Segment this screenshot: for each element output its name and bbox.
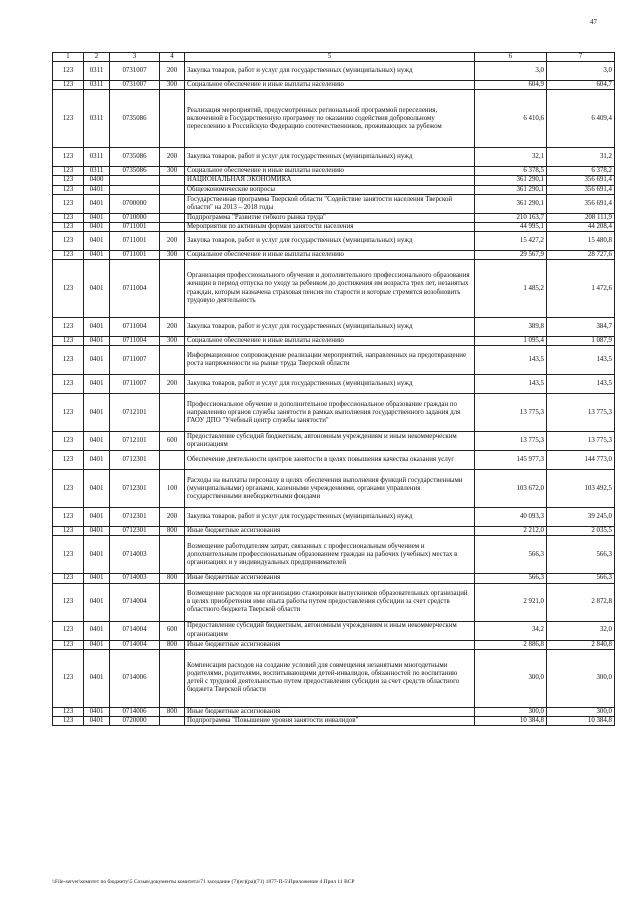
admin-code-cell: 123 bbox=[53, 194, 84, 213]
section-code-cell: 0401 bbox=[84, 649, 110, 707]
table-row bbox=[53, 176, 615, 185]
amount-executed-cell: 13 775,3 bbox=[547, 394, 615, 432]
admin-code-cell: 123 bbox=[53, 148, 84, 167]
section-code-cell: 0401 bbox=[84, 621, 110, 640]
table-row bbox=[53, 649, 615, 707]
amount-executed-cell: 28 727,6 bbox=[547, 250, 615, 259]
admin-code-cell: 123 bbox=[53, 583, 84, 621]
amount-executed-cell: 31,2 bbox=[547, 148, 615, 167]
column-header: 3 bbox=[110, 53, 160, 62]
table-row bbox=[53, 231, 615, 250]
target-article-cell: 0712101 bbox=[110, 432, 160, 451]
description-cell: Закупка товаров, работ и услуг для государственных (муниципальных) нужд bbox=[185, 508, 475, 527]
target-article-cell: 0711004 bbox=[110, 337, 160, 346]
expense-type-cell: 200 bbox=[160, 231, 185, 250]
amount-executed-cell: 2 872,8 bbox=[547, 583, 615, 621]
section-code-cell: 0311 bbox=[84, 62, 110, 81]
target-article-cell: 0712301 bbox=[110, 470, 160, 508]
amount-executed-cell: 566,3 bbox=[547, 574, 615, 583]
expense-type-cell bbox=[160, 194, 185, 213]
amount-planned-cell: 103 672,0 bbox=[475, 470, 547, 508]
file-path-footer: \\File-server\комитет по бюджету\5 Созыв\документы комитета\71 заседание (7)(ег)(ра)(71) 1877-П-5\Приложение 4 Прил 11 ВСР bbox=[52, 879, 355, 885]
target-article-cell: 0735086 bbox=[110, 167, 160, 176]
admin-code-cell: 123 bbox=[53, 222, 84, 231]
section-code-cell: 0401 bbox=[84, 716, 110, 725]
expense-type-cell bbox=[160, 90, 185, 148]
description-cell: Иные бюджетные ассигнования bbox=[185, 574, 475, 583]
admin-code-cell: 123 bbox=[53, 649, 84, 707]
amount-executed-cell: 356 691,4 bbox=[547, 194, 615, 213]
amount-executed-cell: 103 492,5 bbox=[547, 470, 615, 508]
target-article-cell: 0714004 bbox=[110, 621, 160, 640]
amount-planned-cell: 210 163,7 bbox=[475, 213, 547, 222]
description-cell: Обеспечение деятельности центров занятости в целях повышения качества оказания услуг bbox=[185, 451, 475, 470]
amount-planned-cell: 6 378,5 bbox=[475, 167, 547, 176]
target-article-cell: 0711004 bbox=[110, 260, 160, 318]
description-cell: Иные бюджетные ассигнования bbox=[185, 640, 475, 649]
target-article-cell: 0735086 bbox=[110, 148, 160, 167]
table-row bbox=[53, 250, 615, 259]
expense-type-cell bbox=[160, 716, 185, 725]
table-row bbox=[53, 451, 615, 470]
target-article-cell: 0712301 bbox=[110, 508, 160, 527]
target-article-cell: 0700000 bbox=[110, 194, 160, 213]
amount-executed-cell: 566,3 bbox=[547, 536, 615, 574]
admin-code-cell: 123 bbox=[53, 640, 84, 649]
table-row bbox=[53, 583, 615, 621]
description-cell: Возмещение работодателям затрат, связанных с профессиональным обучением и дополнительным профессиональным образованием граждан на рабочих (учебных) местах в организациях и у индивидуальных предпринимателей bbox=[185, 536, 475, 574]
amount-executed-cell: 356 691,4 bbox=[547, 185, 615, 194]
target-article-cell: 0711001 bbox=[110, 250, 160, 259]
expense-type-cell: 600 bbox=[160, 621, 185, 640]
amount-executed-cell: 39 245,0 bbox=[547, 508, 615, 527]
amount-planned-cell: 44 995,1 bbox=[475, 222, 547, 231]
description-cell: НАЦИОНАЛЬНАЯ ЭКОНОМИКА bbox=[185, 176, 475, 185]
description-cell: Иные бюджетные ассигнования bbox=[185, 527, 475, 536]
description-cell: Предоставление субсидий бюджетным, автономным учреждениям и иным некоммерческим организациям bbox=[185, 621, 475, 640]
admin-code-cell: 123 bbox=[53, 375, 84, 394]
section-code-cell: 0401 bbox=[84, 231, 110, 250]
description-cell: Подпрограмма "Повышение уровня занятости инвалидов" bbox=[185, 716, 475, 725]
expense-type-cell: 100 bbox=[160, 470, 185, 508]
amount-planned-cell: 6 410,6 bbox=[475, 90, 547, 148]
admin-code-cell: 123 bbox=[53, 231, 84, 250]
column-header: 5 bbox=[185, 53, 475, 62]
table-row bbox=[53, 394, 615, 432]
description-cell: Закупка товаров, работ и услуг для государственных (муниципальных) нужд bbox=[185, 231, 475, 250]
section-code-cell: 0401 bbox=[84, 375, 110, 394]
section-code-cell: 0401 bbox=[84, 194, 110, 213]
table-row bbox=[53, 185, 615, 194]
description-cell: Закупка товаров, работ и услуг для государственных (муниципальных) нужд bbox=[185, 318, 475, 337]
amount-executed-cell: 143,5 bbox=[547, 346, 615, 375]
amount-executed-cell: 32,0 bbox=[547, 621, 615, 640]
admin-code-cell: 123 bbox=[53, 176, 84, 185]
amount-executed-cell: 2 840,8 bbox=[547, 640, 615, 649]
section-code-cell: 0401 bbox=[84, 583, 110, 621]
target-article-cell: 0714006 bbox=[110, 649, 160, 707]
amount-planned-cell: 3,0 bbox=[475, 62, 547, 81]
amount-planned-cell: 1 095,4 bbox=[475, 337, 547, 346]
admin-code-cell: 123 bbox=[53, 470, 84, 508]
table-row bbox=[53, 337, 615, 346]
description-cell: Расходы на выплаты персоналу в целях обеспечения выполнения функций государственными (муниципальными) органами, казенными учреждениями, органами управления государственными внебюджетными фондами bbox=[185, 470, 475, 508]
amount-planned-cell: 34,2 bbox=[475, 621, 547, 640]
section-code-cell: 0401 bbox=[84, 337, 110, 346]
column-header: 2 bbox=[84, 53, 110, 62]
admin-code-cell: 123 bbox=[53, 716, 84, 725]
expense-type-cell: 300 bbox=[160, 337, 185, 346]
amount-planned-cell: 361 290,1 bbox=[475, 176, 547, 185]
expense-type-cell: 300 bbox=[160, 167, 185, 176]
amount-planned-cell: 143,5 bbox=[475, 375, 547, 394]
section-code-cell: 0311 bbox=[84, 90, 110, 148]
description-cell: Социальное обеспечение и иные выплаты населению bbox=[185, 250, 475, 259]
amount-planned-cell: 13 775,3 bbox=[475, 394, 547, 432]
amount-planned-cell: 2 921,0 bbox=[475, 583, 547, 621]
amount-executed-cell: 208 111,9 bbox=[547, 213, 615, 222]
column-header: 6 bbox=[475, 53, 547, 62]
section-code-cell: 0401 bbox=[84, 536, 110, 574]
table-row bbox=[53, 470, 615, 508]
table-row bbox=[53, 536, 615, 574]
section-code-cell: 0401 bbox=[84, 394, 110, 432]
admin-code-cell: 123 bbox=[53, 90, 84, 148]
admin-code-cell: 123 bbox=[53, 346, 84, 375]
amount-executed-cell: 6 409,4 bbox=[547, 90, 615, 148]
section-code-cell: 0401 bbox=[84, 527, 110, 536]
table-row bbox=[53, 62, 615, 81]
table-row bbox=[53, 527, 615, 536]
description-cell: Государственная программа Тверской области "Содействие занятости населения Тверской области" на 2013 – 2018 годы bbox=[185, 194, 475, 213]
section-code-cell: 0400 bbox=[84, 176, 110, 185]
amount-planned-cell: 389,8 bbox=[475, 318, 547, 337]
target-article-cell: 0714003 bbox=[110, 536, 160, 574]
expense-type-cell bbox=[160, 176, 185, 185]
description-cell: Возмещение расходов на организацию стажировки выпускников образовательных организаций в целях приобретения ими опыта работы путем предоставления субсидии за счет средств областного бюджета Тверской области bbox=[185, 583, 475, 621]
admin-code-cell: 123 bbox=[53, 213, 84, 222]
section-code-cell: 0311 bbox=[84, 148, 110, 167]
expense-type-cell: 800 bbox=[160, 640, 185, 649]
amount-planned-cell: 300,0 bbox=[475, 649, 547, 707]
section-code-cell: 0401 bbox=[84, 432, 110, 451]
section-code-cell: 0401 bbox=[84, 707, 110, 716]
description-cell: Закупка товаров, работ и услуг для государственных (муниципальных) нужд bbox=[185, 375, 475, 394]
target-article-cell: 0711001 bbox=[110, 231, 160, 250]
amount-executed-cell: 15 480,8 bbox=[547, 231, 615, 250]
section-code-cell: 0311 bbox=[84, 167, 110, 176]
amount-planned-cell: 566,3 bbox=[475, 574, 547, 583]
target-article-cell: 0720000 bbox=[110, 716, 160, 725]
expense-type-cell bbox=[160, 222, 185, 231]
section-code-cell: 0401 bbox=[84, 451, 110, 470]
table-body bbox=[53, 62, 615, 726]
target-article-cell: 0711004 bbox=[110, 318, 160, 337]
description-cell: Социальное обеспечение и иные выплаты населению bbox=[185, 81, 475, 90]
description-cell: Общеэкономические вопросы bbox=[185, 185, 475, 194]
section-code-cell: 0401 bbox=[84, 470, 110, 508]
section-code-cell: 0401 bbox=[84, 250, 110, 259]
expense-type-cell bbox=[160, 536, 185, 574]
expense-type-cell: 600 bbox=[160, 432, 185, 451]
amount-executed-cell: 44 208,4 bbox=[547, 222, 615, 231]
expense-type-cell bbox=[160, 583, 185, 621]
admin-code-cell: 123 bbox=[53, 167, 84, 176]
admin-code-cell: 123 bbox=[53, 62, 84, 81]
amount-executed-cell: 300,0 bbox=[547, 649, 615, 707]
description-cell: Реализация мероприятий, предусмотренных региональной программой переселения, включенной в Государственную программу по оказанию содействия добровольному переселению в Российскую Федерацию соотечественников, проживающих за рубежом bbox=[185, 90, 475, 148]
amount-planned-cell: 361 290,1 bbox=[475, 185, 547, 194]
table-row bbox=[53, 81, 615, 90]
expense-type-cell bbox=[160, 185, 185, 194]
amount-executed-cell: 1 087,9 bbox=[547, 337, 615, 346]
description-cell: Подпрограмма "Развитие гибкого рынка труда" bbox=[185, 213, 475, 222]
table-row bbox=[53, 260, 615, 318]
admin-code-cell: 123 bbox=[53, 337, 84, 346]
table-row bbox=[53, 508, 615, 527]
description-cell: Закупка товаров, работ и услуг для государственных (муниципальных) нужд bbox=[185, 148, 475, 167]
admin-code-cell: 123 bbox=[53, 394, 84, 432]
amount-executed-cell: 384,7 bbox=[547, 318, 615, 337]
table-row bbox=[53, 707, 615, 716]
table-row bbox=[53, 432, 615, 451]
table-row bbox=[53, 222, 615, 231]
expense-type-cell bbox=[160, 213, 185, 222]
amount-planned-cell: 143,5 bbox=[475, 346, 547, 375]
amount-planned-cell: 32,1 bbox=[475, 148, 547, 167]
expense-type-cell bbox=[160, 394, 185, 432]
expense-type-cell: 300 bbox=[160, 250, 185, 259]
target-article-cell: 0714003 bbox=[110, 574, 160, 583]
table-row bbox=[53, 346, 615, 375]
admin-code-cell: 123 bbox=[53, 508, 84, 527]
expense-type-cell bbox=[160, 451, 185, 470]
target-article-cell: 0731007 bbox=[110, 81, 160, 90]
amount-executed-cell: 300,0 bbox=[547, 707, 615, 716]
section-code-cell: 0401 bbox=[84, 222, 110, 231]
table-row bbox=[53, 167, 615, 176]
section-code-cell: 0401 bbox=[84, 640, 110, 649]
budget-table bbox=[52, 52, 615, 726]
admin-code-cell: 123 bbox=[53, 527, 84, 536]
table-row bbox=[53, 621, 615, 640]
column-header: 1 bbox=[53, 53, 84, 62]
expense-type-cell bbox=[160, 649, 185, 707]
section-code-cell: 0401 bbox=[84, 574, 110, 583]
target-article-cell bbox=[110, 185, 160, 194]
table-row bbox=[53, 148, 615, 167]
admin-code-cell: 123 bbox=[53, 432, 84, 451]
expense-type-cell bbox=[160, 260, 185, 318]
description-cell: Профессиональное обучение и дополнительное профессиональное образование граждан по направлению органов службы занятости в рамках выполнения государственного задания для ГАОУ ДПО "Учебный центр службы занятости" bbox=[185, 394, 475, 432]
amount-planned-cell: 566,3 bbox=[475, 536, 547, 574]
amount-executed-cell: 1 472,6 bbox=[547, 260, 615, 318]
target-article-cell: 0714006 bbox=[110, 707, 160, 716]
amount-executed-cell: 10 384,8 bbox=[547, 716, 615, 725]
target-article-cell: 0711007 bbox=[110, 375, 160, 394]
expense-type-cell: 800 bbox=[160, 527, 185, 536]
table-row bbox=[53, 318, 615, 337]
section-code-cell: 0401 bbox=[84, 213, 110, 222]
expense-type-cell: 800 bbox=[160, 574, 185, 583]
table-row bbox=[53, 375, 615, 394]
section-code-cell: 0401 bbox=[84, 185, 110, 194]
table-row bbox=[53, 716, 615, 725]
target-article-cell: 0714004 bbox=[110, 583, 160, 621]
section-code-cell: 0401 bbox=[84, 346, 110, 375]
target-article-cell: 0712101 bbox=[110, 394, 160, 432]
admin-code-cell: 123 bbox=[53, 81, 84, 90]
target-article-cell: 0735086 bbox=[110, 90, 160, 148]
target-article-cell: 0712301 bbox=[110, 527, 160, 536]
description-cell: Социальное обеспечение и иные выплаты населению bbox=[185, 167, 475, 176]
amount-planned-cell: 145 977,3 bbox=[475, 451, 547, 470]
admin-code-cell: 123 bbox=[53, 621, 84, 640]
admin-code-cell: 123 bbox=[53, 451, 84, 470]
table-row bbox=[53, 213, 615, 222]
target-article-cell: 0710000 bbox=[110, 213, 160, 222]
table-row bbox=[53, 574, 615, 583]
amount-planned-cell: 604,9 bbox=[475, 81, 547, 90]
expense-type-cell bbox=[160, 346, 185, 375]
amount-planned-cell: 10 384,8 bbox=[475, 716, 547, 725]
amount-planned-cell: 300,0 bbox=[475, 707, 547, 716]
table-header-row bbox=[53, 53, 615, 62]
table-row bbox=[53, 640, 615, 649]
amount-planned-cell: 15 427,2 bbox=[475, 231, 547, 250]
column-header: 7 bbox=[547, 53, 615, 62]
amount-executed-cell: 143,5 bbox=[547, 375, 615, 394]
expense-type-cell: 200 bbox=[160, 148, 185, 167]
target-article-cell: 0731007 bbox=[110, 62, 160, 81]
target-article-cell: 0714004 bbox=[110, 640, 160, 649]
expense-type-cell: 200 bbox=[160, 62, 185, 81]
description-cell: Информационное сопровождение реализации мероприятий, направленных на предотвращение роста напряженности на рынке труда Тверской области bbox=[185, 346, 475, 375]
admin-code-cell: 123 bbox=[53, 250, 84, 259]
admin-code-cell: 123 bbox=[53, 707, 84, 716]
table-row bbox=[53, 90, 615, 148]
amount-planned-cell: 29 567,9 bbox=[475, 250, 547, 259]
amount-executed-cell: 356 691,4 bbox=[547, 176, 615, 185]
amount-executed-cell: 13 775,3 bbox=[547, 432, 615, 451]
description-cell: Организация профессионального обучения и дополнительного профессионального образования женщин в период отпуска по уходу за ребенком до достижения им возраста трех лет, незанятых граждан, которым назначена страховая пенсия по старости и которые стремятся возобновить трудовую деятельность bbox=[185, 260, 475, 318]
table-row bbox=[53, 194, 615, 213]
section-code-cell: 0401 bbox=[84, 260, 110, 318]
target-article-cell bbox=[110, 176, 160, 185]
description-cell: Социальное обеспечение и иные выплаты населению bbox=[185, 337, 475, 346]
expense-type-cell: 200 bbox=[160, 375, 185, 394]
section-code-cell: 0401 bbox=[84, 318, 110, 337]
description-cell: Предоставление субсидий бюджетным, автономным учреждениям и иным некоммерческим организациям bbox=[185, 432, 475, 451]
amount-executed-cell: 144 773,0 bbox=[547, 451, 615, 470]
description-cell: Закупка товаров, работ и услуг для государственных (муниципальных) нужд bbox=[185, 62, 475, 81]
admin-code-cell: 123 bbox=[53, 536, 84, 574]
admin-code-cell: 123 bbox=[53, 574, 84, 583]
amount-planned-cell: 2 886,8 bbox=[475, 640, 547, 649]
amount-planned-cell: 13 775,3 bbox=[475, 432, 547, 451]
description-cell: Мероприятия по активным формам занятости населения bbox=[185, 222, 475, 231]
amount-planned-cell: 1 485,2 bbox=[475, 260, 547, 318]
target-article-cell: 0711007 bbox=[110, 346, 160, 375]
amount-executed-cell: 3,0 bbox=[547, 62, 615, 81]
amount-planned-cell: 2 212,0 bbox=[475, 527, 547, 536]
amount-planned-cell: 361 290,1 bbox=[475, 194, 547, 213]
column-header: 4 bbox=[160, 53, 185, 62]
section-code-cell: 0311 bbox=[84, 81, 110, 90]
page-number: 47 bbox=[590, 18, 597, 26]
amount-executed-cell: 2 035,5 bbox=[547, 527, 615, 536]
expense-type-cell: 200 bbox=[160, 508, 185, 527]
amount-executed-cell: 6 378,2 bbox=[547, 167, 615, 176]
admin-code-cell: 123 bbox=[53, 185, 84, 194]
amount-planned-cell: 40 093,3 bbox=[475, 508, 547, 527]
admin-code-cell: 123 bbox=[53, 260, 84, 318]
amount-executed-cell: 604,7 bbox=[547, 81, 615, 90]
target-article-cell: 0712301 bbox=[110, 451, 160, 470]
admin-code-cell: 123 bbox=[53, 318, 84, 337]
expense-type-cell: 800 bbox=[160, 707, 185, 716]
target-article-cell: 0711001 bbox=[110, 222, 160, 231]
description-cell: Иные бюджетные ассигнования bbox=[185, 707, 475, 716]
section-code-cell: 0401 bbox=[84, 508, 110, 527]
expense-type-cell: 200 bbox=[160, 318, 185, 337]
description-cell: Компенсация расходов на создание условий для совмещения незанятыми многодетными родителями, родителями, воспитывающими детей-инвалидов, обязанностей по воспитанию детей с трудовой деятельностью путем предоставления субсидии за счет средств областного бюджета Тверской области bbox=[185, 649, 475, 707]
expense-type-cell: 300 bbox=[160, 81, 185, 90]
